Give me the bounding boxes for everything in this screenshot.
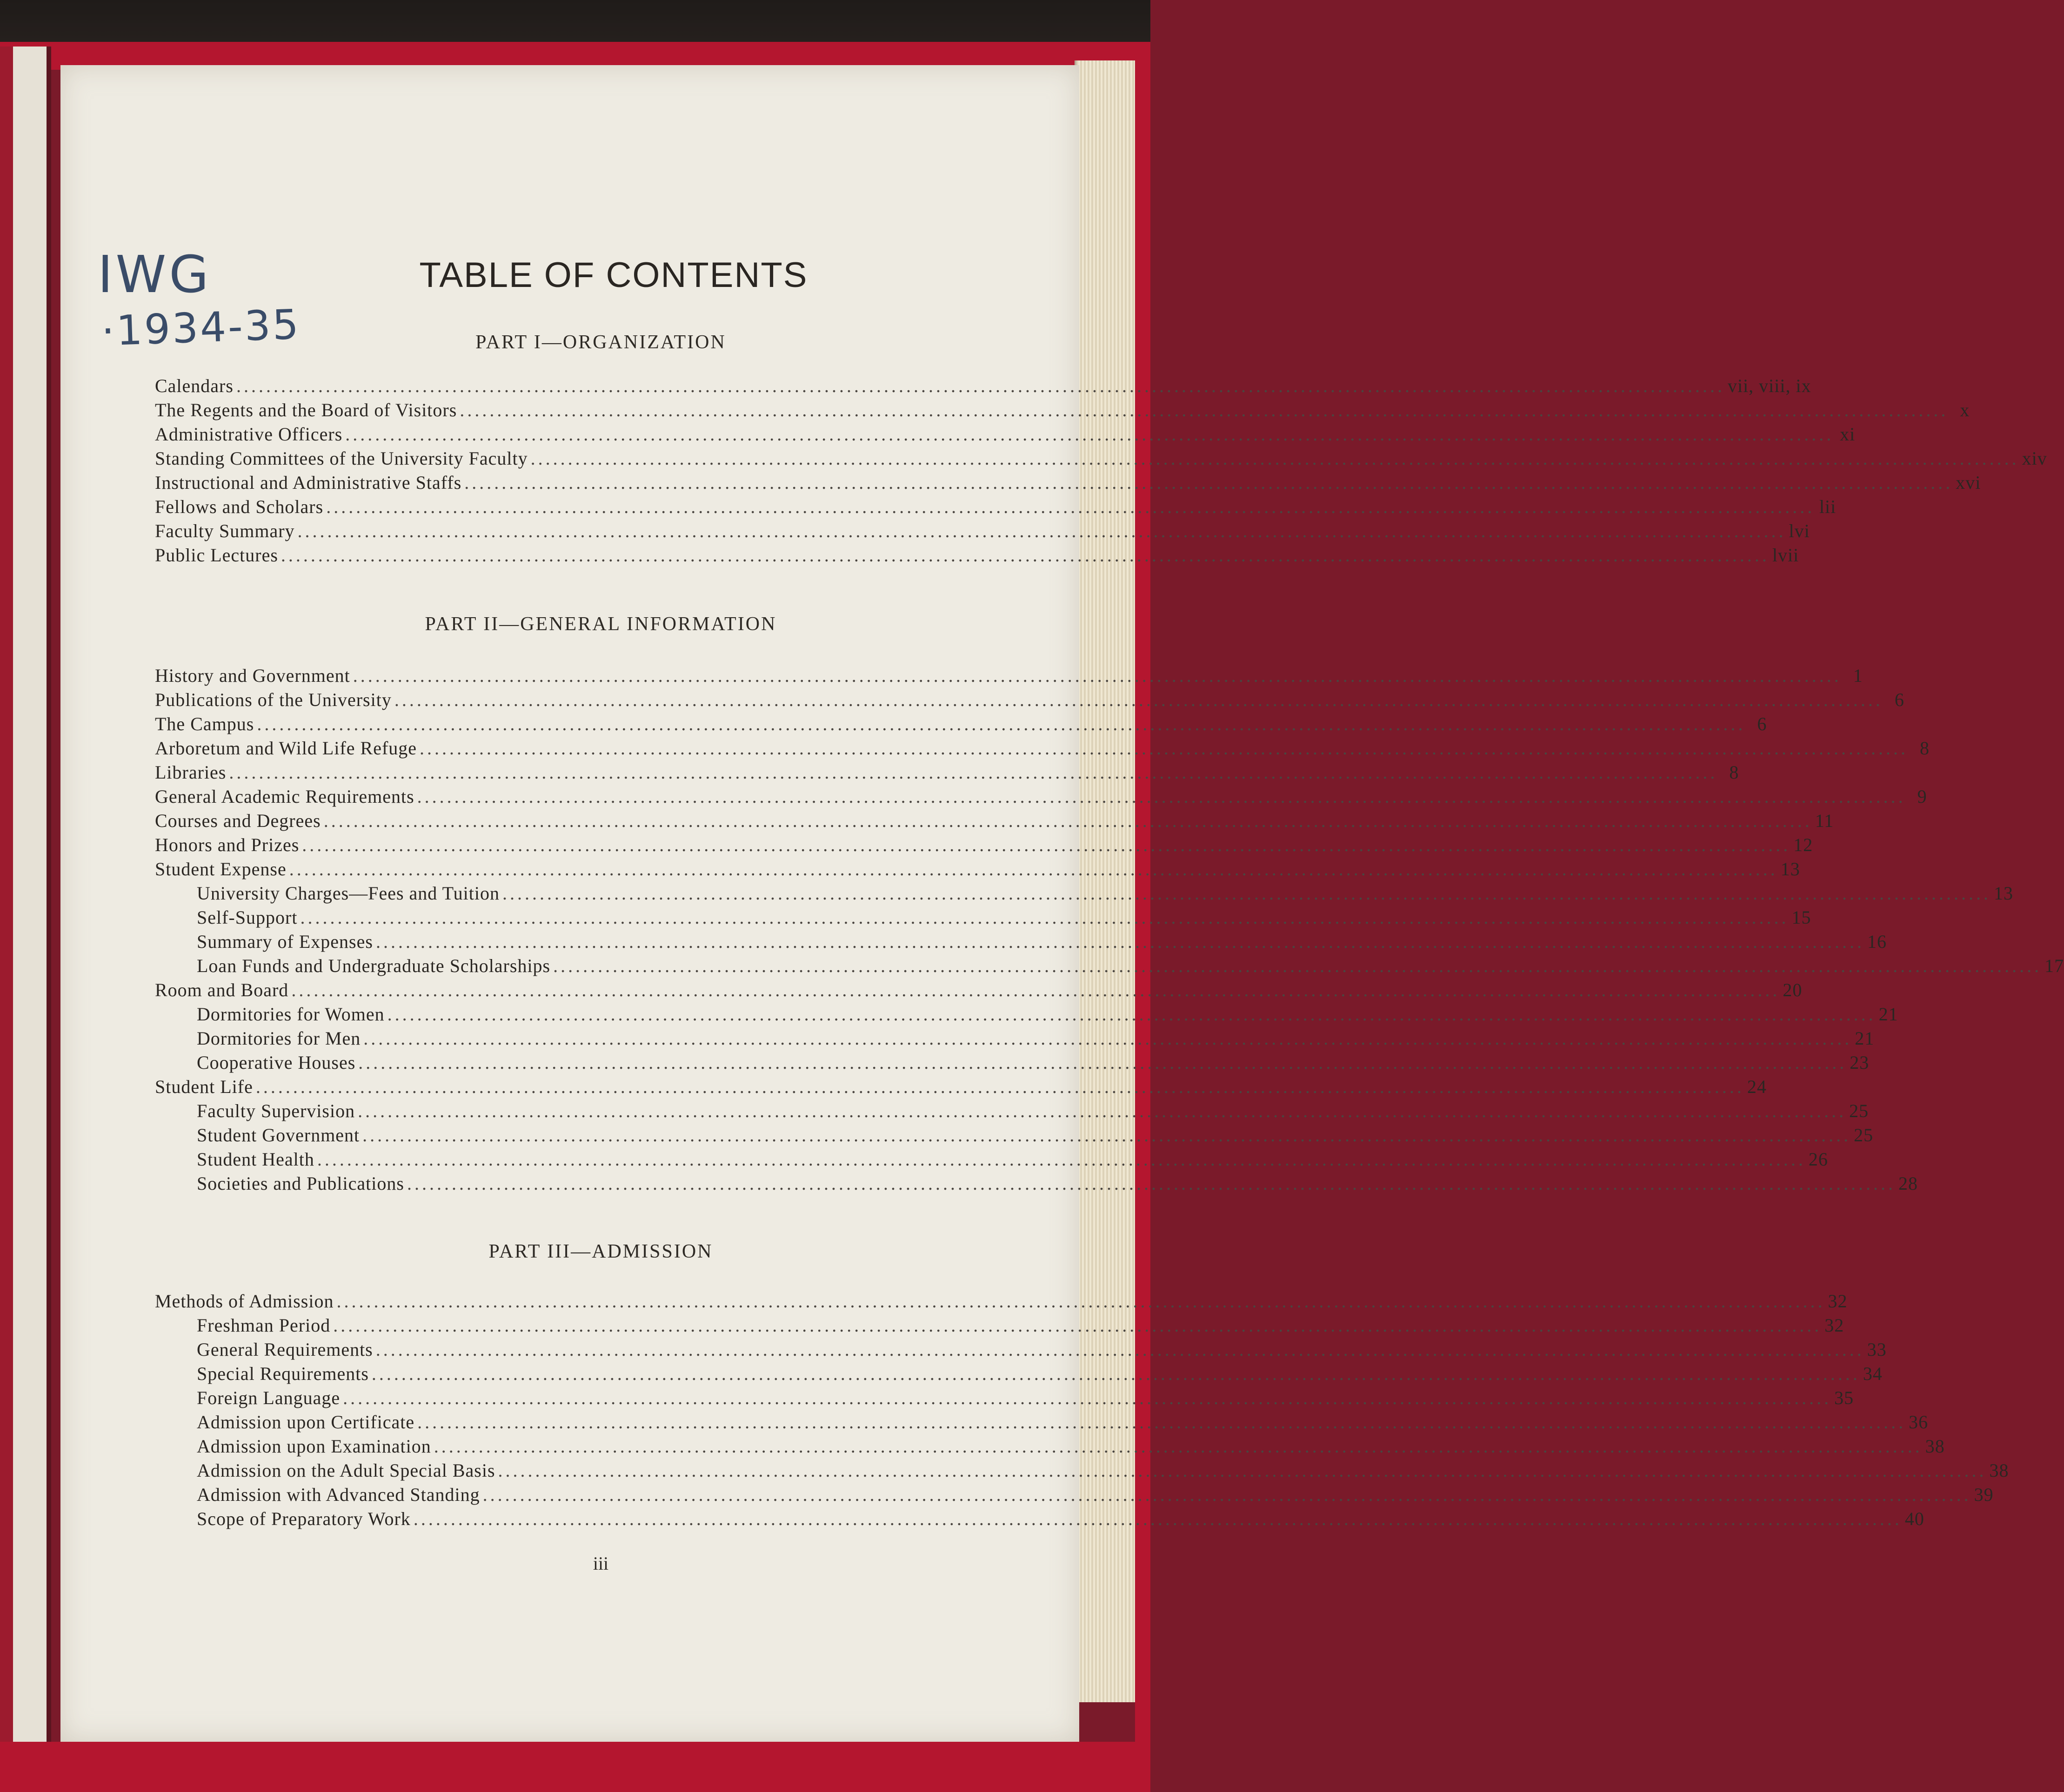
- toc-entry: [155, 689, 1904, 713]
- toc-entry: [155, 496, 1837, 520]
- toc-subentry: [155, 1411, 1929, 1435]
- toc-part-1: [155, 375, 2047, 568]
- dot-leader: ........................................................................................................................................................................................................: [530, 448, 2019, 469]
- dot-leader: ........................................................................................................................................................................................................: [333, 1315, 1822, 1336]
- dot-leader: ........................................................................................................................................................................................................: [317, 1149, 1806, 1170]
- toc-entry-page: 25: [1854, 1125, 1874, 1146]
- toc-entry-page: xi: [1840, 424, 1856, 445]
- dot-leader: ........................................................................................................................................................................................................: [553, 955, 2042, 976]
- toc-entry: [155, 713, 1767, 737]
- dot-leader: ........................................................................................................................................................................................................: [236, 375, 1725, 396]
- toc-entry-page: 24: [1747, 1076, 1767, 1097]
- toc-subentry: [155, 1484, 1994, 1508]
- toc-entry-page: xvi: [1956, 472, 1981, 493]
- dot-leader: ........................................................................................................................................................................................................: [281, 545, 1770, 566]
- toc-entry-label: Fellows and Scholars: [155, 496, 324, 517]
- toc-entry-page: 20: [1783, 979, 1803, 1000]
- toc-entry-page: 11: [1815, 810, 1834, 831]
- toc-entry: [155, 665, 1863, 689]
- dot-leader: ........................................................................................................................................................................................................: [375, 1339, 1864, 1360]
- toc-entry: [155, 979, 1803, 1003]
- toc-entry-label: Arboretum and Wild Life Refuge: [155, 738, 417, 759]
- toc-entry: [155, 786, 1927, 810]
- toc-subentry: [155, 1027, 1875, 1052]
- dot-leader: ........................................................................................................................................................................................................: [434, 1436, 1923, 1457]
- toc-entry-page: 32: [1828, 1291, 1848, 1312]
- toc-entry-label: Room and Board: [155, 979, 289, 1000]
- toc-entry-page: 35: [1834, 1387, 1854, 1408]
- toc-entry-page: 40: [1904, 1508, 1924, 1529]
- toc-entry: [155, 375, 1811, 399]
- dot-leader: ........................................................................................................................................................................................................: [297, 520, 1786, 541]
- toc-entry-page: 28: [1898, 1173, 1918, 1194]
- toc-entry-label: Freshman Period: [197, 1315, 331, 1336]
- page-number: iii: [593, 1553, 609, 1574]
- toc-entry-page: 1: [1853, 665, 1863, 686]
- toc-entry: [155, 423, 1856, 447]
- toc-entry-page: 13: [1780, 859, 1800, 879]
- toc-entry-label: Self-Support: [197, 907, 298, 928]
- dot-leader: ........................................................................................................................................................................................................: [371, 1363, 1860, 1384]
- toc-subentry: [155, 1052, 1870, 1076]
- toc-entry-page: lvii: [1772, 545, 1799, 566]
- part-heading: PART III—ADMISSION: [488, 1241, 713, 1262]
- dot-leader: ........................................................................................................................................................................................................: [420, 738, 1909, 759]
- toc-entry-label: Summary of Expenses: [197, 931, 373, 952]
- toc-subentry: [155, 1387, 1854, 1411]
- toc-subentry: [155, 1148, 1828, 1172]
- toc-entry-label: Calendars: [155, 375, 234, 396]
- toc-entry-label: Student Life: [155, 1076, 253, 1097]
- toc-entry-label: Societies and Publications: [197, 1173, 404, 1194]
- toc-entry: [155, 1290, 1848, 1314]
- toc-entry-page: 38: [1925, 1436, 1945, 1457]
- dot-leader: ........................................................................................................................................................................................................: [255, 1076, 1744, 1097]
- toc-entry-label: Faculty Summary: [155, 520, 295, 541]
- toc-entry-label: Publications of the University: [155, 689, 392, 710]
- toc-entry-label: Admission on the Adult Special Basis: [197, 1460, 495, 1481]
- toc-entry-label: University Charges—Fees and Tuition: [197, 883, 500, 904]
- toc-entry-label: Courses and Degrees: [155, 810, 321, 831]
- toc-entry: [155, 472, 1981, 496]
- dot-leader: ........................................................................................................................................................................................................: [460, 400, 1949, 420]
- dot-leader: ........................................................................................................................................................................................................: [363, 1028, 1852, 1049]
- toc-entry: [155, 544, 1799, 568]
- toc-entry-label: Libraries: [155, 762, 227, 783]
- dot-leader: ........................................................................................................................................................................................................: [394, 689, 1883, 710]
- toc-part-3: [155, 1290, 2009, 1532]
- toc-entry-label: Methods of Admission: [155, 1291, 334, 1312]
- toc-subentry: [155, 1172, 1918, 1197]
- toc-subentry: [155, 1508, 1924, 1532]
- toc-subentry: [155, 1339, 1887, 1363]
- toc-entry-page: 34: [1863, 1363, 1883, 1384]
- toc-entry-label: Cooperative Houses: [197, 1052, 356, 1073]
- toc-entry-page: 32: [1824, 1315, 1844, 1336]
- toc-part-2: [155, 665, 2064, 1197]
- toc-entry-page: 39: [1974, 1484, 1994, 1505]
- toc-entry-label: Foreign Language: [197, 1387, 341, 1408]
- toc-entry-page: lvi: [1789, 520, 1810, 541]
- toc-entry-page: 8: [1729, 762, 1739, 783]
- toc-entry-label: Student Government: [197, 1125, 360, 1146]
- toc-entry-page: 38: [1989, 1460, 2009, 1481]
- toc-entry-page: 33: [1867, 1339, 1887, 1360]
- toc-subentry: [155, 955, 2064, 979]
- toc-subentry: [155, 1124, 1874, 1148]
- toc-entry-page: 26: [1808, 1149, 1828, 1170]
- toc-entry: [155, 1076, 1767, 1100]
- toc-entry-page: 21: [1855, 1028, 1875, 1049]
- toc-entry: [155, 520, 1810, 544]
- toc-entry-page: 8: [1920, 738, 1930, 759]
- dot-leader: ........................................................................................................................................................................................................: [343, 1387, 1832, 1408]
- toc-entry: [155, 399, 1970, 423]
- toc-entry-label: Student Health: [197, 1149, 314, 1170]
- toc-subentry: [155, 931, 1887, 955]
- toc-subentry: [155, 1459, 2009, 1484]
- toc-entry-label: Standing Committees of the University Faculty: [155, 448, 528, 469]
- toc-entry-label: Dormitories for Men: [197, 1028, 361, 1049]
- dot-leader: ........................................................................................................................................................................................................: [362, 1125, 1851, 1146]
- dot-leader: ........................................................................................................................................................................................................: [323, 810, 1812, 831]
- toc-subentry: [155, 1100, 1869, 1124]
- dot-leader: ........................................................................................................................................................................................................: [464, 472, 1953, 493]
- toc-entry-label: Faculty Supervision: [197, 1100, 355, 1121]
- toc-subentry: [155, 1363, 1883, 1387]
- dot-leader: ........................................................................................................................................................................................................: [257, 713, 1746, 734]
- toc-entry-label: Admission upon Certificate: [197, 1412, 415, 1432]
- toc-entry-page: x: [1960, 400, 1970, 420]
- dot-leader: ........................................................................................................................................................................................................: [336, 1291, 1825, 1312]
- toc-entry-label: Admission upon Examination: [197, 1436, 431, 1457]
- toc-entry-page: xiv: [2022, 448, 2047, 469]
- toc-entry-label: General Academic Requirements: [155, 786, 414, 807]
- dot-leader: ........................................................................................................................................................................................................: [358, 1052, 1847, 1073]
- dot-leader: ........................................................................................................................................................................................................: [417, 1412, 1906, 1432]
- toc-entry-label: Student Expense: [155, 859, 287, 879]
- toc-entry-page: 13: [1993, 883, 2013, 904]
- dot-leader: ........................................................................................................................................................................................................: [358, 1100, 1847, 1121]
- book-cover-bottom: [0, 1742, 1150, 1792]
- toc-subentry: [155, 1314, 1844, 1339]
- toc-entry-page: lii: [1819, 496, 1837, 517]
- toc-subentry: [155, 1003, 1898, 1027]
- dot-leader: ........................................................................................................................................................................................................: [417, 786, 1906, 807]
- toc-entry-label: Administrative Officers: [155, 424, 343, 445]
- toc-entry: [155, 858, 1800, 882]
- toc-entry-label: The Campus: [155, 713, 254, 734]
- toc-entry-page: 16: [1867, 931, 1887, 952]
- dot-leader: ........................................................................................................................................................................................................: [229, 762, 1718, 783]
- toc-entry-label: General Requirements: [197, 1339, 373, 1360]
- part-heading: PART I—ORGANIZATION: [475, 332, 726, 353]
- dot-leader: ........................................................................................................................................................................................................: [345, 424, 1834, 445]
- toc-entry-label: Instructional and Administrative Staffs: [155, 472, 462, 493]
- toc-entry-label: Admission with Advanced Standing: [197, 1484, 480, 1505]
- handwritten-line-1: IWG: [98, 245, 212, 304]
- toc-entry-page: 12: [1793, 834, 1813, 855]
- toc-entry-label: Scope of Preparatory Work: [197, 1508, 411, 1529]
- toc-entry-page: 23: [1850, 1052, 1870, 1073]
- dot-leader: ........................................................................................................................................................................................................: [300, 907, 1789, 928]
- toc-entry-page: 25: [1849, 1100, 1869, 1121]
- toc-entry-label: Loan Funds and Undergraduate Scholarships: [197, 955, 551, 976]
- toc-entry-label: Dormitories for Women: [197, 1004, 385, 1025]
- toc-subentry: [155, 1435, 1945, 1459]
- toc-entry: [155, 737, 1930, 761]
- toc-entry-page: 9: [1917, 786, 1927, 807]
- dot-leader: ........................................................................................................................................................................................................: [353, 665, 1842, 686]
- dot-leader: ........................................................................................................................................................................................................: [482, 1484, 1971, 1505]
- part-heading: PART II—GENERAL INFORMATION: [425, 613, 777, 635]
- toc-entry-page: 15: [1791, 907, 1811, 928]
- toc-entry-page: 36: [1909, 1412, 1929, 1432]
- facing-page-edge: [0, 47, 51, 1792]
- dot-leader: ........................................................................................................................................................................................................: [387, 1004, 1876, 1025]
- toc-entry-page: 6: [1894, 689, 1904, 710]
- dot-leader: ........................................................................................................................................................................................................: [407, 1173, 1896, 1194]
- toc-entry-label: The Regents and the Board of Visitors: [155, 400, 457, 420]
- toc-entry-page: 21: [1878, 1004, 1898, 1025]
- toc-entry-label: History and Government: [155, 665, 350, 686]
- toc-subentry: [155, 906, 1811, 931]
- toc-entry-label: Public Lectures: [155, 545, 278, 566]
- toc-entry-page: 6: [1757, 713, 1767, 734]
- dot-leader: ........................................................................................................................................................................................................: [502, 883, 1991, 904]
- toc-entry-page: vii, viii, ix: [1727, 375, 1811, 396]
- toc-entry-label: Honors and Prizes: [155, 834, 300, 855]
- toc-entry: [155, 834, 1813, 858]
- dot-leader: ........................................................................................................................................................................................................: [291, 979, 1780, 1000]
- dot-leader: ........................................................................................................................................................................................................: [413, 1508, 1902, 1529]
- dot-leader: ........................................................................................................................................................................................................: [498, 1460, 1987, 1481]
- toc-entry: [155, 761, 1739, 786]
- dot-leader: ........................................................................................................................................................................................................: [302, 834, 1791, 855]
- toc-entry: [155, 810, 1834, 834]
- dot-leader: ........................................................................................................................................................................................................: [326, 496, 1815, 517]
- handwritten-line-2: ·1934-35: [100, 300, 301, 355]
- toc-entry-page: 17: [2044, 955, 2064, 976]
- toc-entry-label: Special Requirements: [197, 1363, 369, 1384]
- toc-subentry: [155, 882, 2013, 906]
- page-title: TABLE OF CONTENTS: [419, 255, 808, 295]
- dot-leader: ........................................................................................................................................................................................................: [289, 859, 1778, 879]
- dot-leader: ........................................................................................................................................................................................................: [375, 931, 1864, 952]
- toc-entry: [155, 447, 2047, 472]
